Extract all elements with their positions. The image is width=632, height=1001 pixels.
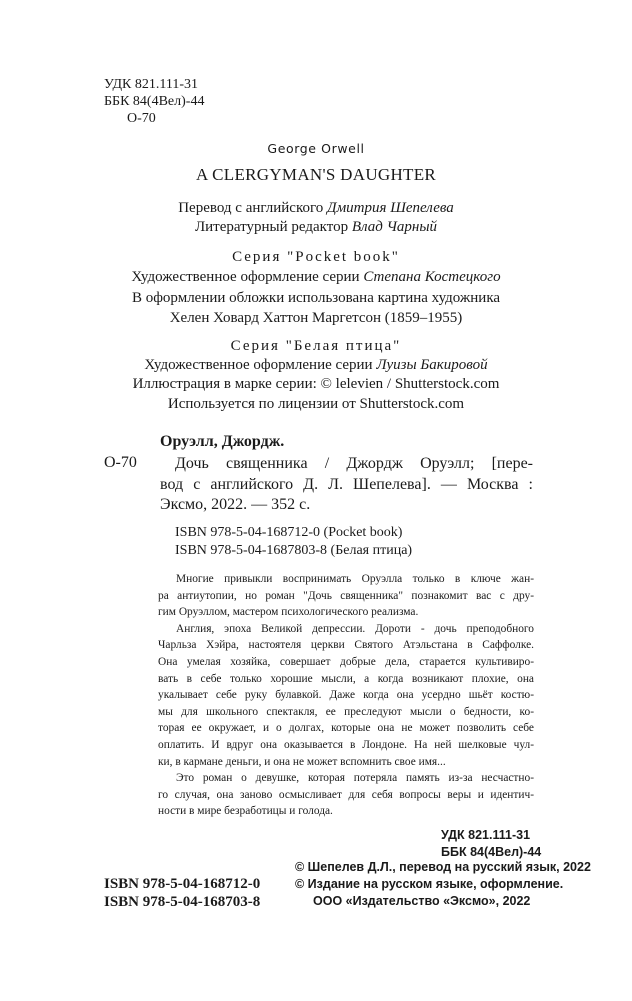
editor-line — [0, 219, 632, 236]
annotation-line: ра антиутопии, но роман "Дочь священника" познакомит вас с дру- — [158, 589, 534, 602]
series-bird-design — [0, 357, 632, 374]
bbk-code: ББК 84(4Вел)-44 — [104, 94, 205, 109]
annotation-line: Многие привыкли воспринимать Оруэлла только в ключе жан- — [176, 573, 534, 585]
catalog-line1: Дочь священника / Джордж Оруэлл; [пере- — [175, 455, 533, 472]
catalog-mark: О-70 — [104, 454, 137, 471]
series-pocket-label: Серия "Pocket book" — [232, 249, 400, 265]
catalog-isbn1: ISBN 978-5-04-168712-0 (Pocket book) — [175, 525, 403, 540]
catalog-line3: Эксмо, 2022. — 352 с. — [160, 496, 311, 513]
annotation-line: оплатить. И вдруг она оказывается в Лондоне. На ней шелковые чул- — [158, 738, 534, 751]
annotation-line: укалывает себе руку булавкой. Даже когда она усердно шьёт костю- — [158, 689, 534, 702]
editor-name: Влад Чарный — [351, 219, 438, 235]
illustration-credit: Иллюстрация в марке серии: © lelevien / Shutterstock.com — [132, 376, 500, 392]
footer-isbn2: ISBN 978-5-04-168703-8 — [104, 894, 261, 910]
copyright-translation: © Шепелев Д.Л., перевод на русский язык, 2022 — [295, 860, 591, 874]
footer-udk: УДК 821.111-31 — [441, 828, 531, 842]
copyright-edition: © Издание на русском языке, оформление. — [295, 877, 564, 891]
author-mark: О-70 — [127, 111, 156, 126]
catalog-heading: Оруэлл, Джордж. — [160, 433, 285, 450]
annotation-line: го случая, она заново осмысливает для себя вопросы веры и идентич- — [158, 788, 534, 801]
copyright-publisher: ООО «Издательство «Эксмо», 2022 — [313, 894, 531, 908]
editor-prefix: Литературный редактор — [194, 219, 349, 235]
catalog-line2: вод с английского Д. Л. Шепелева]. — Москва : — [160, 476, 533, 493]
design-author: Луизы Бакировой — [376, 357, 488, 373]
author-en: George Orwell — [267, 141, 365, 156]
series-bird-label: Серия "Белая птица" — [230, 338, 402, 354]
translator-line — [0, 200, 632, 217]
footer-bbk: ББК 84(4Вел)-44 — [441, 845, 542, 859]
annotation-line: Чарльза Хэйра, настоятеля церкви Святого Атэльстана в Саффолке. — [158, 639, 534, 652]
annotation-line: ности в мире безработицы и голода. — [158, 805, 333, 818]
annotation-line: ки, в кармане деньги, и она не может вспомнить свое имя... — [158, 755, 446, 768]
annotation-line: торая ее окружает, и о долгах, которые она не может позволить себе — [158, 722, 534, 735]
annotation — [158, 571, 534, 820]
design-author: Степана Костецкого — [363, 269, 501, 285]
annotation-line: мы для школьного спектакля, ее преследуют мысли о бедности, ко- — [158, 705, 534, 718]
annotation-line: гим Оруэллом, мастером психологического реализма. — [158, 606, 419, 619]
annotation-line: Это роман о девушке, которая потеряла память из-за несчастно- — [176, 772, 534, 785]
annotation-line: Англия, эпоха Великой депрессии. Дороти - дочь преподобного — [176, 622, 534, 635]
annotation-line: вать в себе только хорошие мысли, а когда возникают плохие, она — [158, 672, 534, 685]
translator-prefix: Перевод с английского — [178, 200, 324, 216]
footer-isbn1: ISBN 978-5-04-168712-0 — [104, 876, 261, 892]
design-prefix: Художественное оформление серии — [144, 357, 373, 373]
translator-name: Дмитрия Шепелева — [327, 200, 454, 216]
series-pocket-design — [0, 269, 632, 286]
cover-note-line2: Хелен Ховард Хаттон Маргетсон (1859–1955) — [169, 310, 463, 326]
cover-note-line1: В оформлении обложки использована картина художника — [131, 290, 501, 306]
design-prefix: Художественное оформление серии — [131, 269, 360, 285]
license-note: Используется по лицензии от Shutterstock.com — [167, 396, 465, 412]
udk-code: УДК 821.111-31 — [104, 77, 199, 92]
annotation-line: Она умелая хозяйка, совершает добрые дела, старается культивиро- — [158, 655, 534, 668]
title-en: A CLERGYMAN'S DAUGHTER — [195, 165, 437, 184]
catalog-isbn2: ISBN 978-5-04-1687803-8 (Белая птица) — [175, 543, 413, 558]
